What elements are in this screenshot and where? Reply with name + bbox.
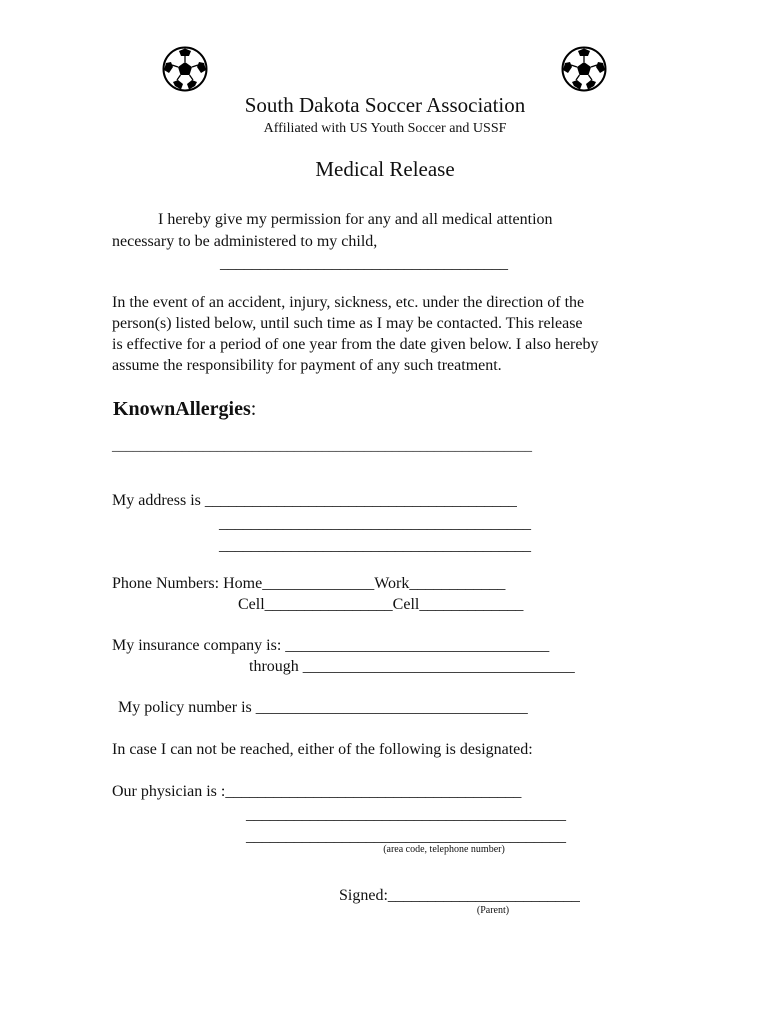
allergies-field[interactable]: ____________________________________________________________ xyxy=(112,439,532,454)
soccer-ball-icon xyxy=(162,46,208,92)
phone-caption: (area code, telephone number) xyxy=(383,844,505,855)
affiliation: Affiliated with US Youth Soccer and USSF xyxy=(263,121,507,136)
phone-line-1[interactable]: Phone Numbers: Home______________Work____________ xyxy=(112,575,506,592)
org-name: South Dakota Soccer Association xyxy=(244,93,526,117)
release-line-2: person(s) listed below, until such time as I may be contacted. This release xyxy=(112,315,583,332)
signature-caption: (Parent) xyxy=(476,905,510,916)
permission-line-1: I hereby give my permission for any and all medical attention xyxy=(158,211,553,228)
physician-line-2[interactable]: ________________________________________ xyxy=(246,806,566,823)
release-line-3: is effective for a period of one year from the date given below. I also hereby xyxy=(112,336,599,353)
release-line-4: assume the responsibility for payment of any such treatment. xyxy=(112,357,502,374)
insurance-through-line[interactable]: through __________________________________ xyxy=(249,658,575,675)
policy-number-line[interactable]: My policy number is __________________________________ xyxy=(118,699,528,716)
signature-line[interactable]: Signed:________________________ xyxy=(339,887,580,904)
release-line-1: In the event of an accident, injury, sickness, etc. under the direction of the xyxy=(112,294,585,311)
address-line-1[interactable]: My address is _______________________________________ xyxy=(112,492,517,509)
child-name-field[interactable]: ____________________________________ xyxy=(220,255,508,272)
designation-text: In case I can not be reached, either of the following is designated: xyxy=(112,741,533,758)
allergies-label: KnownAllergies xyxy=(113,398,251,420)
permission-line-2: necessary to be administered to my child, xyxy=(112,233,378,250)
form-title: Medical Release xyxy=(315,157,455,181)
physician-line-1[interactable]: Our physician is :_____________________________________ xyxy=(112,783,522,800)
allergies-heading xyxy=(113,398,256,421)
physician-line-3[interactable]: ________________________________________ xyxy=(246,828,566,845)
insurance-company-line[interactable]: My insurance company is: _________________________________ xyxy=(112,637,550,654)
address-line-2[interactable]: _______________________________________ xyxy=(219,515,531,532)
soccer-ball-icon xyxy=(561,46,607,92)
address-line-3[interactable]: _______________________________________ xyxy=(219,537,531,554)
phone-line-2[interactable]: Cell________________Cell_____________ xyxy=(238,596,524,613)
allergies-colon: : xyxy=(250,398,257,420)
